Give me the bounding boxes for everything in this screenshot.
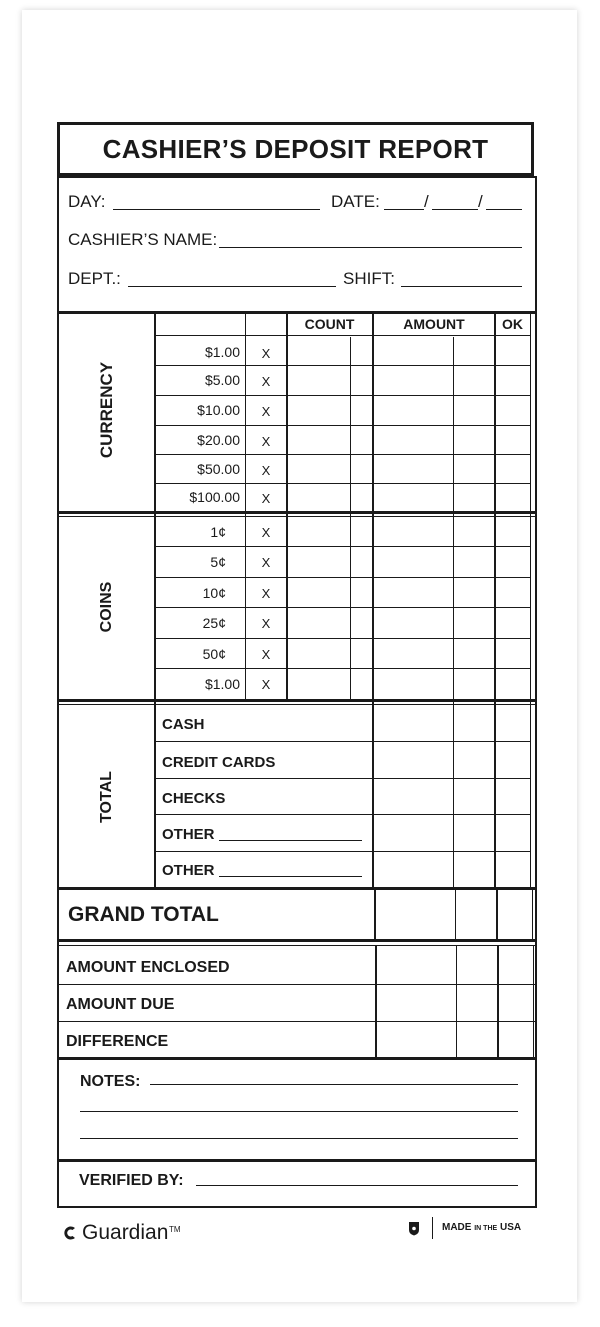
currency-denomination: $20.00 <box>197 432 240 448</box>
coins-row-rule <box>154 668 530 669</box>
trademark-mark: TM <box>169 1225 181 1234</box>
date-label: DATE: <box>331 192 380 211</box>
coins-row-rule <box>154 546 530 547</box>
currency-row-rule <box>154 483 530 484</box>
date-day-field[interactable] <box>432 209 478 210</box>
currency-denomination: $50.00 <box>197 461 240 477</box>
section-rule <box>58 939 536 942</box>
other-field[interactable] <box>219 840 362 841</box>
multiply-mark: X <box>261 463 271 478</box>
brand-name: Guardian <box>82 1221 169 1244</box>
grand-amount-left-rule <box>374 889 376 939</box>
in-the-text: IN THE <box>474 1225 498 1232</box>
total-section-label: TOTAL <box>98 771 115 823</box>
form-title: CASHIER’S DEPOSIT REPORT <box>102 134 489 164</box>
currency-denomination: $10.00 <box>197 402 240 418</box>
summary-row-rule <box>58 984 536 985</box>
cashier-name-label: CASHIER’S NAME: <box>68 230 218 249</box>
total-row-label: CASH <box>162 716 205 733</box>
section-rule <box>58 1057 536 1060</box>
verified-by-field[interactable] <box>196 1185 518 1186</box>
grand-ok-right-rule <box>532 889 533 939</box>
section-rule <box>58 699 536 702</box>
total-row-label: OTHER <box>162 826 215 843</box>
ok-right-rule <box>530 313 531 888</box>
amount-inner-rule <box>453 337 454 888</box>
footer-divider <box>432 1217 433 1239</box>
multiply-mark: X <box>261 555 271 570</box>
multiply-mark: X <box>261 434 271 449</box>
multiply-mark: X <box>261 647 271 662</box>
amount-enclosed-label: AMOUNT ENCLOSED <box>66 959 230 976</box>
cashier-name-field[interactable] <box>219 247 522 248</box>
amount-left-rule <box>372 313 374 888</box>
dept-label: DEPT.: <box>68 269 121 288</box>
date-separator: / <box>478 192 483 211</box>
total-row-rule <box>154 814 530 815</box>
shield-icon <box>408 1221 420 1236</box>
denom-rule <box>245 313 246 699</box>
verified-by-label: VERIFIED BY: <box>79 1172 184 1189</box>
multiply-mark: X <box>261 525 271 540</box>
count-inner-rule <box>350 337 351 699</box>
made-text: MADE <box>442 1222 472 1233</box>
total-row-rule <box>154 741 530 742</box>
coin-denomination: 5¢ <box>210 554 226 570</box>
total-row-label: CHECKS <box>162 790 226 807</box>
date-year-field[interactable] <box>486 209 522 210</box>
total-row-label: OTHER <box>162 862 215 879</box>
table-top-rule <box>58 311 536 314</box>
currency-section-label: CURRENCY <box>97 361 116 459</box>
notes-field[interactable] <box>80 1138 518 1139</box>
shift-label: SHIFT: <box>343 269 395 288</box>
guardian-logo-icon <box>62 1225 77 1241</box>
ok-column-header: OK <box>502 316 523 332</box>
coin-denomination: 10¢ <box>202 585 226 601</box>
coin-denomination: 25¢ <box>202 615 226 631</box>
coins-row-rule <box>154 607 530 608</box>
shift-field[interactable] <box>401 286 522 287</box>
made-in-usa-text <box>442 1222 521 1233</box>
count-column-header: COUNT <box>304 316 355 332</box>
amount-column-header: AMOUNT <box>403 316 465 332</box>
currency-row-rule <box>154 365 530 366</box>
summary-ok-left-rule <box>497 946 499 1058</box>
coin-denomination: 50¢ <box>202 646 226 662</box>
multiply-mark: X <box>261 374 271 389</box>
currency-row-rule <box>154 454 530 455</box>
ok-left-rule <box>494 313 496 888</box>
section-rule <box>58 704 536 705</box>
date-separator: / <box>424 192 429 211</box>
section-rule <box>58 945 536 946</box>
notes-field[interactable] <box>80 1111 518 1112</box>
dept-field[interactable] <box>128 286 336 287</box>
coins-section-label: COINS <box>98 581 115 633</box>
coins-row-rule <box>154 638 530 639</box>
multiply-mark: X <box>261 616 271 631</box>
section-rule <box>58 887 536 890</box>
header-rule <box>154 335 530 336</box>
currency-denomination: $1.00 <box>204 344 240 360</box>
day-label: DAY: <box>68 192 106 211</box>
usa-text: USA <box>499 1222 522 1233</box>
coin-denomination: $1.00 <box>204 676 240 692</box>
total-row-rule <box>154 778 530 779</box>
section-rule <box>58 516 536 517</box>
grand-ok-left-rule <box>496 889 498 939</box>
coin-denomination: 1¢ <box>210 524 226 540</box>
notes-label: NOTES: <box>80 1073 141 1090</box>
multiply-mark: X <box>261 586 271 601</box>
multiply-mark: X <box>261 346 271 361</box>
total-row-label: CREDIT CARDS <box>162 754 276 771</box>
summary-ok-right-rule <box>533 946 534 1058</box>
amount-due-label: AMOUNT DUE <box>66 996 175 1013</box>
multiply-mark: X <box>261 491 271 506</box>
notes-field[interactable] <box>150 1084 518 1085</box>
day-field[interactable] <box>113 209 320 210</box>
currency-denomination: $5.00 <box>204 372 240 388</box>
currency-row-rule <box>154 425 530 426</box>
summary-amount-inner-rule <box>456 946 457 1058</box>
currency-row-rule <box>154 395 530 396</box>
section-rule <box>58 511 536 514</box>
summary-amount-left-rule <box>375 946 377 1058</box>
count-left-rule <box>286 313 288 699</box>
currency-denomination: $100.00 <box>189 489 240 505</box>
multiply-mark: X <box>261 404 271 419</box>
multiply-mark: X <box>261 677 271 692</box>
date-month-field[interactable] <box>384 209 424 210</box>
summary-row-rule <box>58 1021 536 1022</box>
grand-total-label: GRAND TOTAL <box>68 903 219 926</box>
section-rule <box>58 1159 536 1162</box>
grand-amount-inner-rule <box>455 889 456 939</box>
difference-label: DIFFERENCE <box>66 1033 169 1050</box>
other-field[interactable] <box>219 876 362 877</box>
total-row-rule <box>154 851 530 852</box>
coins-row-rule <box>154 577 530 578</box>
